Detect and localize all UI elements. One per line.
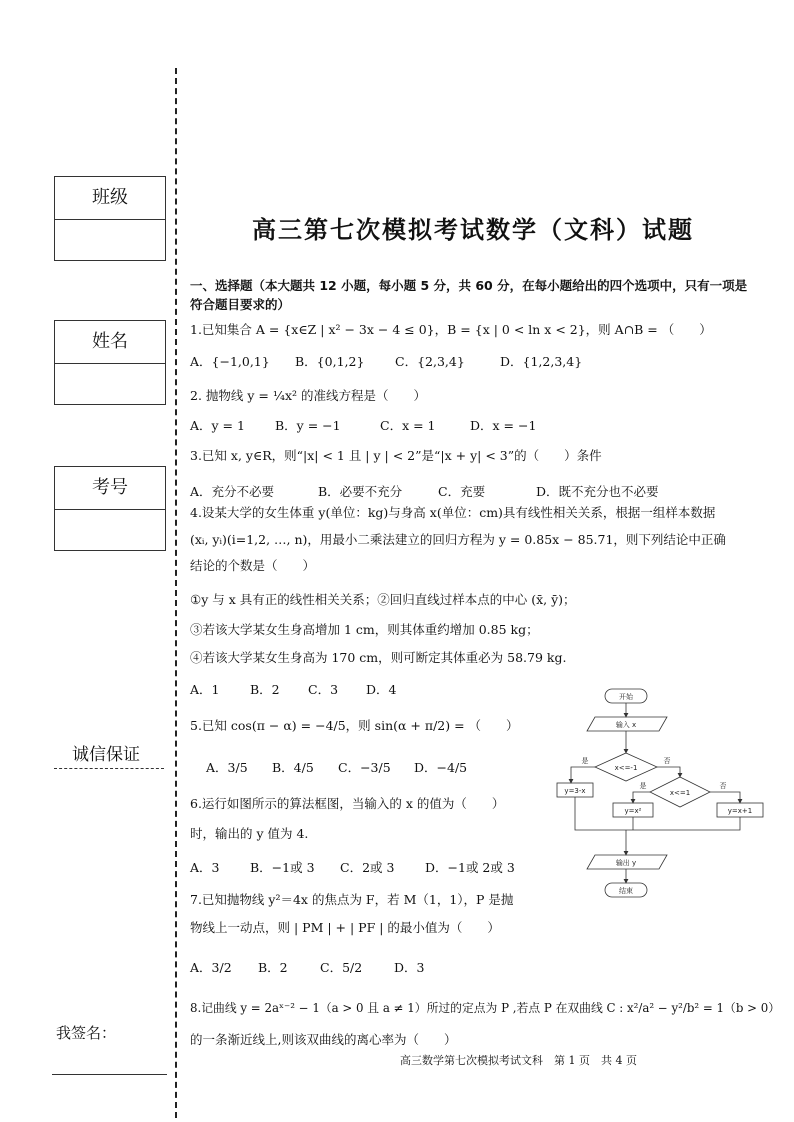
q3-option-a[interactable]: A．充分不必要 <box>190 484 275 499</box>
q4-statement-3: ④若该大学某女生身高为 170 cm，则可断定其体重必为 58.79 kg. <box>190 650 567 665</box>
flow-yes-label-2: 是 <box>639 782 647 790</box>
honesty-label: 诚信保证 <box>72 745 140 765</box>
q6-stem-1: 6.运行如图所示的算法框图，当输入的 x 的值为（ ） <box>190 796 505 811</box>
q1-option-d[interactable]: D．{1,2,3,4} <box>500 354 583 369</box>
q5-option-c[interactable]: C．−3/5 <box>338 760 391 775</box>
q6-option-b[interactable]: B．−1或 3 <box>250 860 315 875</box>
q6-stem-2: 时，输出的 y 值为 4. <box>190 826 309 841</box>
q3-option-c[interactable]: C．充要 <box>438 484 486 499</box>
q4-option-a[interactable]: A．1 <box>190 682 220 697</box>
q8-stem-1: 8.记曲线 y = 2aˣ⁻² − 1（a > 0 且 a ≠ 1）所过的定点为 P ,若点 P 在双曲线 C : x²/a² − y²/b² = 1（b > 0） <box>190 1001 781 1015</box>
q7-options <box>190 958 424 978</box>
q6-option-a[interactable]: A．3 <box>190 860 220 875</box>
section-heading: 一、选择题（本大题共 12 小题，每小题 5 分，共 60 分，在每小题给出的四个选项中，只有一项是符合题目要求的） <box>190 278 748 312</box>
q3-options <box>190 482 659 502</box>
class-box <box>54 176 166 261</box>
q1-stem: 1.已知集合 A = {x∈Z | x² − 3x − 4 ≤ 0}，B = {x | 0 < ln x < 2}，则 A∩B = （ ） <box>190 322 712 337</box>
q3-option-d[interactable]: D．既不充分也不必要 <box>536 484 659 499</box>
q2-stem: 2. 抛物线 y = ¼x² 的准线方程是（ ） <box>190 388 427 403</box>
q4-options <box>190 680 396 700</box>
q6-option-d[interactable]: D．−1或 2或 3 <box>425 860 515 875</box>
q2-option-c[interactable]: C．x = 1 <box>380 418 436 433</box>
exam-no-blank[interactable] <box>55 510 165 550</box>
q5-option-a[interactable]: A．3/5 <box>206 760 248 775</box>
q1-option-a[interactable]: A．{−1,0,1} <box>190 354 270 369</box>
flow-end-text: 结束 <box>619 887 633 895</box>
q2-options <box>190 416 536 436</box>
q4-stem-2: (xᵢ, yᵢ)(i=1,2, …, n)，用最小二乘法建立的回归方程为 y = 0.85x − 85.71，则下列结论中正确 <box>190 532 726 547</box>
q5-option-d[interactable]: D．−4/5 <box>414 760 468 775</box>
flow-box1-text: y=3-x <box>564 787 586 795</box>
q2-option-a[interactable]: A．y = 1 <box>190 418 245 433</box>
q2-option-d[interactable]: D．x = −1 <box>470 418 537 433</box>
flow-input-text: 输入 x <box>615 721 637 729</box>
q7-option-c[interactable]: C．5/2 <box>320 960 363 975</box>
page-footer: 高三数学第七次模拟考试文科 第 1 页 共 4 页 <box>400 1054 637 1067</box>
q4-stem-1: 4.设某大学的女生体重 y(单位：kg)与身高 x(单位：cm)具有线性相关关系，根据一组样本数据 <box>190 505 716 520</box>
q4-stem-3: 结论的个数是（ ） <box>190 558 316 573</box>
q4-statement-1: ①y 与 x 具有正的线性相关关系；②回归直线过样本点的中心 (x̄, ȳ)； <box>190 592 576 607</box>
flow-no-label-1: 否 <box>663 757 671 765</box>
q7-stem-2: 物线上一动点，则 | PM | + | PF | 的最小值为（ ） <box>190 920 500 935</box>
q3-stem: 3.已知 x, y∈R，则“|x| < 1 且 | y | < 2”是“|x + y| < 3”的（ ）条件 <box>190 448 602 463</box>
q7-stem-1: 7.已知抛物线 y²＝4x 的焦点为 F，若 M（1，1），P 是抛 <box>190 892 514 907</box>
q2-option-b[interactable]: B．y = −1 <box>275 418 341 433</box>
q6-option-c[interactable]: C．2或 3 <box>340 860 395 875</box>
exam-no-box <box>54 466 166 551</box>
q5-options <box>206 758 467 778</box>
q3-option-b[interactable]: B．必要不充分 <box>318 484 403 499</box>
exam-no-label: 考号 <box>55 467 165 510</box>
name-label: 姓名 <box>55 321 165 364</box>
flow-output-text: 输出 y <box>615 859 637 867</box>
q8-stem-2: 的一条渐近线上,则该双曲线的离心率为（ ） <box>190 1032 457 1047</box>
signature-line[interactable] <box>52 1074 167 1075</box>
q7-option-a[interactable]: A．3/2 <box>190 960 232 975</box>
q4-option-b[interactable]: B．2 <box>250 682 280 697</box>
algorithm-flowchart <box>555 685 775 905</box>
q1-options <box>190 352 582 372</box>
name-blank[interactable] <box>55 364 165 404</box>
q4-statement-2: ③若该大学某女生身高增加 1 cm，则其体重约增加 0.85 kg； <box>190 622 539 637</box>
class-blank[interactable] <box>55 220 165 260</box>
flow-box2-text: y=x² <box>624 807 642 815</box>
flow-yes-label-1: 是 <box>581 757 589 765</box>
q1-option-b[interactable]: B．{0,1,2} <box>295 354 365 369</box>
q6-options <box>190 858 515 878</box>
q5-stem: 5.已知 cos(π − α) = −4/5，则 sin(α + π/2) = （ ） <box>190 718 519 733</box>
flow-cond1-text: x<=-1 <box>614 764 638 772</box>
signature-label: 我签名： <box>56 1024 117 1042</box>
q5-option-b[interactable]: B．4/5 <box>272 760 314 775</box>
page-title: 高三第七次模拟考试数学（文科）试题 <box>252 216 694 244</box>
binding-dash-line <box>175 68 177 1118</box>
flow-cond2-text: x<=1 <box>669 789 691 797</box>
flow-start-text: 开始 <box>619 693 633 701</box>
class-label: 班级 <box>55 177 165 220</box>
q4-option-c[interactable]: C．3 <box>308 682 339 697</box>
honesty-line <box>54 768 164 769</box>
q1-option-c[interactable]: C．{2,3,4} <box>395 354 465 369</box>
flow-box3-text: y=x+1 <box>727 807 753 815</box>
flow-no-label-2: 否 <box>719 782 727 790</box>
q7-option-b[interactable]: B．2 <box>258 960 288 975</box>
name-box <box>54 320 166 405</box>
q4-option-d[interactable]: D．4 <box>366 682 397 697</box>
q7-option-d[interactable]: D．3 <box>394 960 425 975</box>
